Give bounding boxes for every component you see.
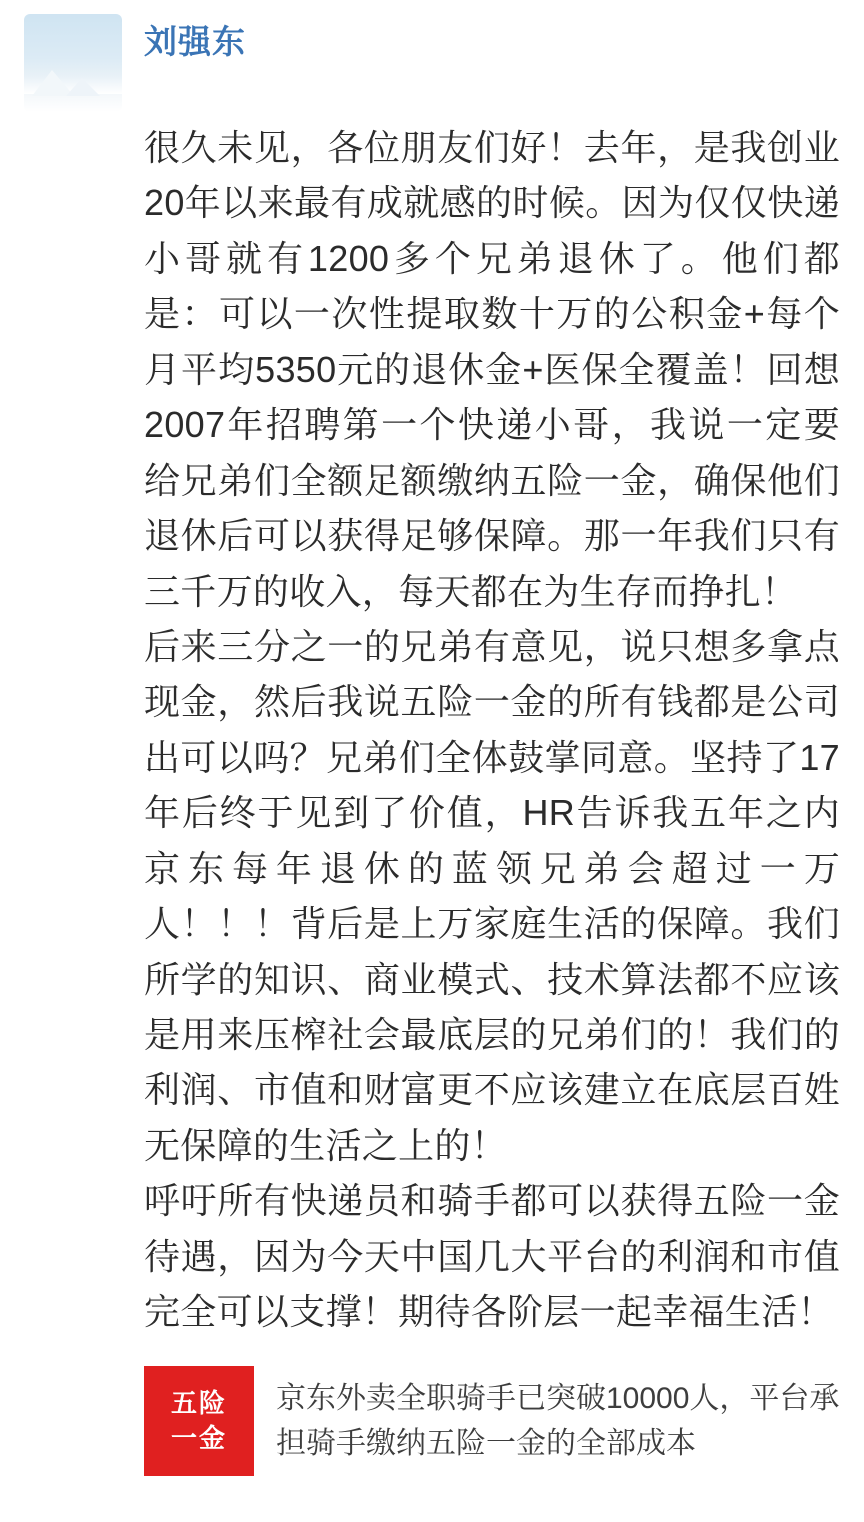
post-paragraph: 很久未见，各位朋友们好！去年，是我创业20年以来最有成就感的时候。因为仅仅快递小哥就有1200多个兄弟退休了。他们都是：可以一次性提取数十万的公积金+每个月平均5350元的退休金+医保全覆盖！回想2007年招聘第一个快递小哥，我说一定要给兄弟们全额足额缴纳五险一金，确保他们退休后可以获得足够保障。那一年我们只有三千万的收入，每天都在为生存而挣扎！ [144,127,840,612]
post-body [24,120,840,1340]
post-header [24,14,840,112]
link-card-title[interactable]: 京东外卖全职骑手已突破10000人，平台承担骑手缴纳五险一金的全部成本 [276,1381,840,1460]
header-text [144,14,246,60]
link-card-thumb-line-1: 五险 [170,1387,227,1418]
post-paragraph: 呼吁所有快递员和骑手都可以获得五险一金待遇，因为今天中国几大平台的利润和市值完全可以支撑！期待各阶层一起幸福生活！ [144,1180,840,1333]
link-card-thumb-line-2: 一金 [170,1422,227,1453]
link-card[interactable] [144,1366,844,1476]
post-paragraph: 后来三分之一的兄弟有意见，说只想多拿点现金，然后我说五险一金的所有钱都是公司出可以吗？兄弟们全体鼓掌同意。坚持了17年后终于见到了价值，HR告诉我五年之内京东每年退休的蓝领兄弟会超过一万人！！！背后是上万家庭生活的保障。我们所学的知识、商业模式、技术算法都不应该是用来压榨社会最底层的兄弟们的！我们的利润、市值和财富更不应该建立在底层百姓无保障的生活之上的！ [144,625,840,1166]
avatar-mountain-secondary-icon [66,78,100,96]
link-card-thumbnail [144,1366,254,1476]
author-name[interactable]: 刘强东 [144,23,246,60]
avatar[interactable] [24,14,122,112]
